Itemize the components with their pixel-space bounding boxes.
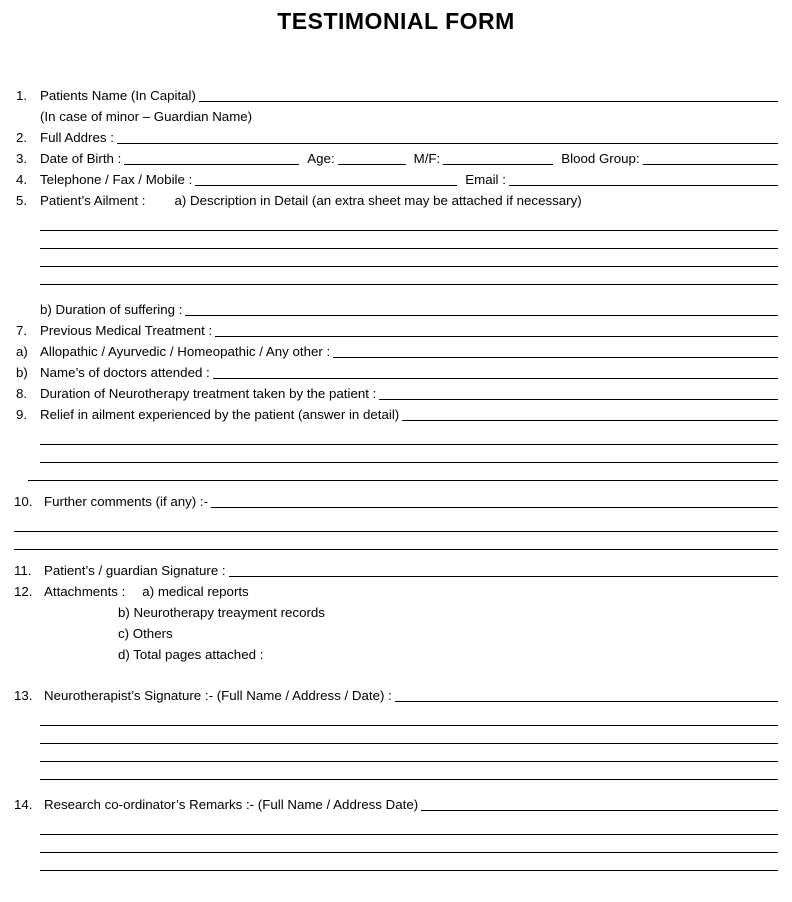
relief-input-2[interactable]	[40, 450, 778, 463]
item-label: Patient’s / guardian Signature :	[44, 562, 226, 578]
form-row-guardian-note	[14, 102, 778, 123]
item-number: 13.	[14, 687, 33, 703]
item-label: Neurotherapist’s Signature :- (Full Name / Address / Date) :	[44, 687, 392, 703]
form-row-attachment-c	[14, 619, 778, 640]
neurotherapist-input-3[interactable]	[40, 749, 778, 762]
relief-input[interactable]	[402, 407, 778, 421]
form-row-relief	[14, 400, 778, 421]
ailment-description-line-1	[40, 213, 778, 231]
item-label-blood-group: Blood Group:	[561, 150, 640, 166]
attachment-option-a: a) medical reports	[142, 583, 249, 599]
ailment-description-input-4[interactable]	[40, 272, 778, 285]
item-label-ailment: Patient’s Ailment :	[40, 192, 146, 208]
further-comments-input-2[interactable]	[14, 537, 778, 550]
coordinator-line-2	[40, 835, 778, 853]
item-label: Duration of Neurotherapy treatment taken by the patient :	[40, 385, 377, 401]
form-row-dob	[14, 144, 778, 165]
doctors-attended-input[interactable]	[213, 365, 778, 379]
neurotherapist-line-1	[40, 708, 778, 726]
item-number: 2.	[16, 129, 28, 145]
item-number: 8.	[16, 385, 28, 401]
ailment-description-input-2[interactable]	[40, 236, 778, 249]
mf-input[interactable]	[443, 151, 553, 165]
coordinator-line-3	[40, 853, 778, 871]
item-number: 9.	[16, 406, 28, 422]
item-label-ailment-description: a) Description in Detail (an extra sheet may be attached if necessary)	[174, 192, 582, 208]
item-number: a)	[16, 343, 28, 359]
patients-name-input[interactable]	[199, 88, 778, 102]
patient-signature-input[interactable]	[229, 563, 778, 577]
attachment-option-d: d) Total pages attached :	[118, 646, 264, 662]
item-label: Attachments :	[44, 583, 126, 599]
further-comments-input-1[interactable]	[14, 519, 778, 532]
form-row-doctors-attended	[14, 358, 778, 379]
neurotherapist-input-1[interactable]	[40, 713, 778, 726]
item-label-email: Email :	[465, 171, 506, 187]
neurotherapist-line-4	[40, 762, 778, 780]
neurotherapist-input-2[interactable]	[40, 731, 778, 744]
form-row-previous-treatment	[14, 316, 778, 337]
form-row-coordinator-remarks	[14, 790, 778, 811]
further-comments-input[interactable]	[211, 494, 778, 508]
duration-suffering-input[interactable]	[185, 302, 778, 316]
item-label: Name’s of doctors attended :	[40, 364, 210, 380]
full-address-input[interactable]	[117, 130, 778, 144]
page-title: TESTIMONIAL FORM	[277, 8, 515, 34]
item-number: 7.	[16, 322, 28, 338]
item-label: Relief in ailment experienced by the patient (answer in detail)	[40, 406, 400, 422]
neurotherapy-duration-input[interactable]	[379, 386, 778, 400]
item-number: 14.	[14, 796, 33, 812]
relief-line-1	[40, 427, 778, 445]
further-comments-line-1	[14, 514, 778, 532]
ailment-description-line-3	[40, 249, 778, 267]
ailment-description-input-3[interactable]	[40, 254, 778, 267]
item-number: b)	[16, 364, 28, 380]
item-label-mf: M/F:	[413, 150, 441, 166]
form-row-neurotherapist-signature	[14, 681, 778, 702]
relief-line-2	[40, 445, 778, 463]
ailment-description-line-4	[40, 267, 778, 285]
form-row-allopathic	[14, 337, 778, 358]
form-row-full-address	[14, 123, 778, 144]
form-row-patients-name	[14, 81, 778, 102]
form-row-attachments	[14, 577, 778, 598]
item-label: Research co-ordinator’s Remarks :- (Full Name / Address Date)	[44, 796, 419, 812]
document-page	[0, 8, 792, 902]
date-of-birth-input[interactable]	[124, 151, 299, 165]
neurotherapist-input-4[interactable]	[40, 767, 778, 780]
ailment-description-line-2	[40, 231, 778, 249]
item-label: Patients Name (In Capital)	[40, 87, 196, 103]
item-number: 4.	[16, 171, 28, 187]
neurotherapist-line-3	[40, 744, 778, 762]
item-label-telephone: Telephone / Fax / Mobile :	[40, 171, 193, 187]
form-row-neurotherapy-duration	[14, 379, 778, 400]
item-label-dob: Date of Birth :	[40, 150, 122, 166]
item-number: 5.	[16, 192, 28, 208]
item-label: (In case of minor – Guardian Name)	[40, 108, 253, 124]
neurotherapist-signature-input[interactable]	[395, 688, 778, 702]
further-comments-line-2	[14, 532, 778, 550]
item-number: 10.	[14, 493, 33, 509]
coordinator-remarks-input[interactable]	[421, 797, 778, 811]
item-label: Further comments (if any) :-	[44, 493, 209, 509]
form-row-patient-signature	[14, 556, 778, 577]
form-row-attachment-b	[14, 598, 778, 619]
telephone-input[interactable]	[195, 172, 457, 186]
ailment-description-input-1[interactable]	[40, 218, 778, 231]
attachment-option-c: c) Others	[118, 625, 173, 641]
form-row-ailment	[14, 186, 778, 207]
item-number: 12.	[14, 583, 33, 599]
item-number: 1.	[16, 87, 28, 103]
form-row-telephone	[14, 165, 778, 186]
coordinator-input-3[interactable]	[40, 858, 778, 871]
coordinator-input-2[interactable]	[40, 840, 778, 853]
previous-treatment-input[interactable]	[215, 323, 778, 337]
coordinator-line-1	[40, 817, 778, 835]
attachment-option-b: b) Neurotherapy treayment records	[118, 604, 325, 620]
item-label: Previous Medical Treatment :	[40, 322, 213, 338]
relief-input-1[interactable]	[40, 432, 778, 445]
item-number: 11.	[14, 562, 32, 578]
allopathic-input[interactable]	[333, 344, 778, 358]
form-row-attachment-d	[14, 640, 778, 661]
form-body	[14, 81, 778, 871]
item-label: b) Duration of suffering :	[40, 301, 183, 317]
coordinator-input-1[interactable]	[40, 822, 778, 835]
age-input[interactable]	[338, 151, 406, 165]
form-row-further-comments	[14, 487, 778, 508]
email-input[interactable]	[509, 172, 778, 186]
item-label: Allopathic / Ayurvedic / Homeopathic / Any other :	[40, 343, 331, 359]
item-number: 3.	[16, 150, 28, 166]
relief-line-3	[28, 463, 778, 481]
relief-input-3[interactable]	[28, 468, 778, 481]
item-label-age: Age:	[307, 150, 335, 166]
item-label: Full Addres :	[40, 129, 114, 145]
blood-group-input[interactable]	[643, 151, 778, 165]
neurotherapist-line-2	[40, 726, 778, 744]
form-row-duration-suffering	[14, 295, 778, 316]
